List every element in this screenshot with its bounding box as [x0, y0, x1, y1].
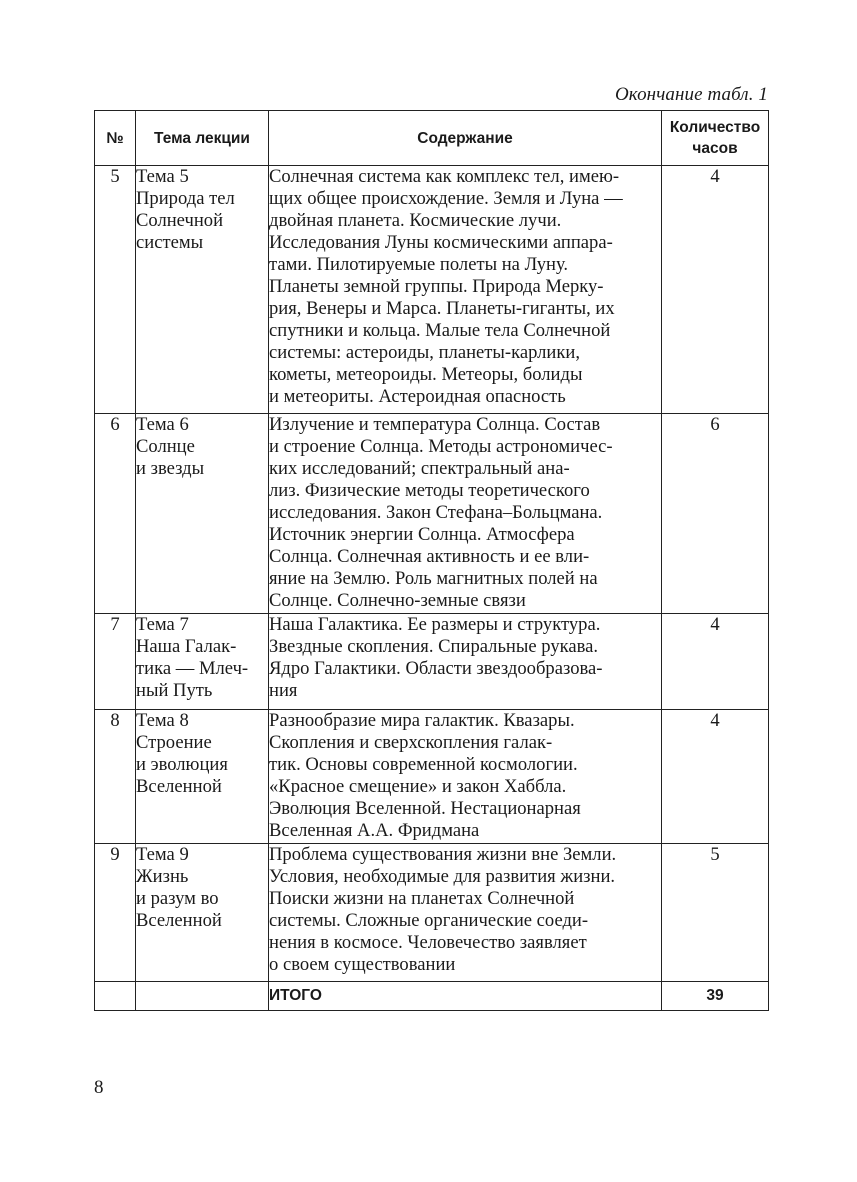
content-line: спутники и кольца. Малые тела Солнечной [269, 320, 611, 341]
row-number: 7 [95, 614, 136, 710]
topic-line: Тема 9 [136, 844, 189, 865]
table-row [95, 414, 769, 614]
content-line: Солнечная система как комплекс тел, имею- [269, 166, 620, 187]
content-line: Наша Галактика. Ее размеры и структура. [269, 614, 601, 635]
topic-line: Солнце [136, 436, 195, 457]
table-row [95, 166, 769, 414]
topic-line: Наша Галак- [136, 636, 237, 657]
row-content [269, 414, 662, 614]
content-line: Планеты земной группы. Природа Мерку- [269, 276, 604, 297]
table-header-row [95, 111, 769, 166]
content-line: кометы, метеороиды. Метеоры, болиды [269, 364, 583, 385]
total-empty-topic [136, 982, 269, 1011]
topic-line: Строение [136, 732, 212, 753]
table-row [95, 844, 769, 982]
content-line: о своем существовании [269, 954, 456, 975]
topic-line: Вселенной [136, 910, 222, 931]
row-content [269, 844, 662, 982]
table-caption: Окончание табл. 1 [614, 84, 768, 105]
row-topic [136, 710, 269, 844]
row-number: 6 [95, 414, 136, 614]
header-hours-line1: Количество [669, 119, 761, 136]
row-hours: 4 [662, 710, 769, 844]
topic-line: Тема 7 [136, 614, 189, 635]
topic-line: и звезды [136, 458, 205, 479]
topic-line: Вселенной [136, 776, 222, 797]
content-line: и строение Солнца. Методы астрономичес- [269, 436, 613, 457]
content-line: тик. Основы современной космологии. [269, 754, 578, 775]
total-row [95, 982, 769, 1011]
content-line: Проблема существования жизни вне Земли. [269, 844, 617, 865]
row-topic [136, 614, 269, 710]
content-line: «Красное смещение» и закон Хаббла. [269, 776, 567, 797]
topic-line: ный Путь [136, 680, 213, 701]
header-hours [662, 111, 769, 166]
topic-line: Тема 8 [136, 710, 189, 731]
topic-line: и разум во [136, 888, 219, 909]
row-content [269, 614, 662, 710]
topic-line: тика — Млеч- [136, 658, 249, 679]
row-hours: 4 [662, 614, 769, 710]
content-line: Солнца. Солнечная активность и ее вли- [269, 546, 590, 567]
content-line: Источник энергии Солнца. Атмосфера [269, 524, 575, 545]
row-number: 5 [95, 166, 136, 414]
topic-line: и эволюция [136, 754, 228, 775]
topic-line: Солнечной [136, 210, 224, 231]
content-line: Разнообразие мира галактик. Квазары. [269, 710, 575, 731]
topic-line: Тема 5 [136, 166, 189, 187]
topic-line: Природа тел [136, 188, 235, 209]
header-content: Содержание [269, 111, 662, 166]
row-hours: 4 [662, 166, 769, 414]
content-line: яние на Землю. Роль магнитных полей на [269, 568, 598, 589]
row-topic [136, 414, 269, 614]
table-row [95, 614, 769, 710]
row-hours: 6 [662, 414, 769, 614]
table-row [95, 710, 769, 844]
row-number: 9 [95, 844, 136, 982]
content-line: Поиски жизни на планетах Солнечной [269, 888, 575, 909]
content-line: Солнце. Солнечно-земные связи [269, 590, 526, 611]
page-number: 8 [94, 1077, 104, 1098]
total-empty-number [95, 982, 136, 1011]
row-content [269, 710, 662, 844]
total-hours: 39 [662, 982, 769, 1011]
content-line: Звездные скопления. Спиральные рукава. [269, 636, 599, 657]
total-label: ИТОГО [269, 982, 662, 1011]
content-line: Ядро Галактики. Области звездообразова- [269, 658, 603, 679]
content-line: системы: астероиды, планеты-карлики, [269, 342, 581, 363]
topic-line: Жизнь [136, 866, 189, 887]
content-line: Условия, необходимые для развития жизни. [269, 866, 616, 887]
header-hours-line2: часов [692, 140, 738, 157]
content-line: тами. Пилотируемые полеты на Луну. [269, 254, 569, 275]
content-line: ния [269, 680, 298, 701]
content-line: Исследования Луны космическими аппара- [269, 232, 613, 253]
content-line: Эволюция Вселенной. Нестационарная [269, 798, 581, 819]
header-topic: Тема лекции [136, 111, 269, 166]
content-line: ких исследований; спектральный ана- [269, 458, 570, 479]
topic-line: Тема 6 [136, 414, 189, 435]
topic-line: системы [136, 232, 204, 253]
content-line: щих общее происхождение. Земля и Луна — [269, 188, 623, 209]
row-hours: 5 [662, 844, 769, 982]
content-line: Скопления и сверхскопления галак- [269, 732, 553, 753]
content-line: двойная планета. Космические лучи. [269, 210, 562, 231]
content-line: лиз. Физические методы теоретического [269, 480, 590, 501]
content-line: и метеориты. Астероидная опасность [269, 386, 566, 407]
row-number: 8 [95, 710, 136, 844]
header-number: № [95, 111, 136, 166]
lecture-topics-table [94, 110, 769, 1011]
row-topic [136, 844, 269, 982]
content-line: рия, Венеры и Марса. Планеты-гиганты, их [269, 298, 615, 319]
content-line: нения в космосе. Человечество заявляет [269, 932, 587, 953]
row-topic [136, 166, 269, 414]
content-line: исследования. Закон Стефана–Больцмана. [269, 502, 603, 523]
row-content [269, 166, 662, 414]
content-line: системы. Сложные органические соеди- [269, 910, 589, 931]
content-line: Излучение и температура Солнца. Состав [269, 414, 601, 435]
content-line: Вселенная А.А. Фридмана [269, 820, 480, 841]
